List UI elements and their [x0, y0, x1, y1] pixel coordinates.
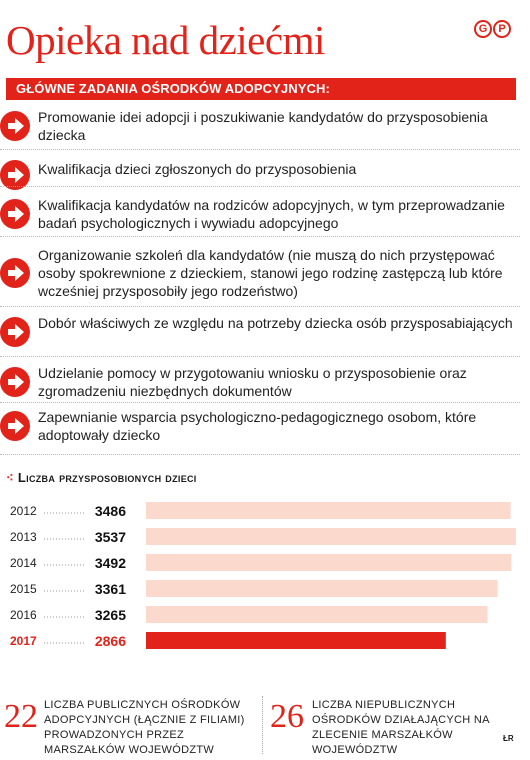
- task-text: Kwalifikacja kandydatów na rodziców adopcyjnych, w tym przeprowadzanie badań psychologicznych i wywiadu adopcyjnego: [38, 197, 505, 231]
- tasks-banner: GŁÓWNE ZADANIA OŚRODKÓW ADOPCYJNYCH:: [6, 78, 516, 100]
- chart-heading: [6, 470, 197, 486]
- stat-private-value: 26: [270, 698, 304, 735]
- page-title: Opieka nad dziećmi: [6, 17, 325, 63]
- year-tick-label: 2015: [10, 582, 37, 596]
- logo-letter-p: P: [493, 20, 511, 38]
- year-tick-label: 2012: [10, 504, 37, 518]
- task-text: Zapewnianie wsparcia psychologiczno-pedagogicznego osobom, które adoptowały dziecko: [38, 409, 477, 443]
- year-tick-label: 2013: [10, 530, 37, 544]
- logo-letter-g: G: [474, 20, 492, 38]
- bar-value-label: 3492: [94, 555, 126, 571]
- stat-private-text: LICZBA NIEPUBLICZNYCH OŚRODKÓW DZIAŁAJĄCYCH NA ZLECENIE MARSZAŁKÓW WOJEWÓDZTW: [312, 699, 490, 756]
- task-separator: [0, 149, 520, 150]
- task-separator: [0, 356, 520, 357]
- author-credit: ŁR: [503, 734, 514, 743]
- stat-public-value: 22: [4, 698, 38, 735]
- bar-2012: [146, 502, 511, 519]
- task-text: Promowanie idei adopcji i poszukiwanie kandydatów do przysposobienia dziecka: [38, 109, 488, 143]
- bar-value-label: 3486: [94, 503, 126, 519]
- bar-value-label: 3265: [94, 607, 126, 623]
- task-separator: [0, 186, 520, 187]
- task-text: Organizowanie szkoleń dla kandydatów (nie muszą do nich przystępować osoby spokrewnione z dzieckiem, stanowi jego rodzinę zastępczą lub które wcześniej przysposobiły jego rodzeństwo): [38, 247, 503, 299]
- adoptions-bar-chart: [0, 490, 530, 666]
- bar-2015: [146, 580, 498, 597]
- bar-2013: [146, 528, 516, 545]
- arrow-right-circle-icon: [0, 411, 30, 441]
- bar-value-label: 2866: [94, 633, 126, 649]
- arrow-right-circle-icon: [0, 111, 30, 141]
- publisher-logo: [474, 20, 514, 40]
- arrow-right-circle-icon: [0, 258, 30, 288]
- year-tick-label: 2016: [10, 608, 37, 622]
- task-text: Kwalifikacja dzieci zgłoszonych do przysposobienia: [38, 161, 357, 177]
- task-text: Udzielanie pomocy w przygotowaniu wniosku o przysposobienie oraz zgromadzeniu niezbędnych dokumentów: [38, 365, 467, 399]
- task-separator: [0, 236, 520, 237]
- bar-2017: [146, 632, 446, 649]
- task-separator: [0, 402, 520, 403]
- arrow-right-circle-icon: [0, 367, 30, 397]
- arrow-right-circle-icon: [0, 199, 30, 229]
- bar-2016: [146, 606, 488, 623]
- bar-value-label: 3537: [94, 529, 126, 545]
- task-separator: [0, 306, 520, 307]
- task-separator: [0, 454, 520, 455]
- year-tick-label: 2017: [10, 634, 37, 648]
- dots-icon: ⁖: [6, 470, 14, 485]
- year-tick-label: 2014: [10, 556, 37, 570]
- task-text: Dobór właściwych ze względu na potrzeby dziecka osób przysposabiających: [38, 315, 513, 331]
- stats-divider: [262, 696, 263, 754]
- stat-public-text: LICZBA PUBLICZNYCH OŚRODKÓW ADOPCYJNYCH (ŁĄCZNIE Z FILIAMI) PROWADZONYCH PRZEZ MARSZAŁKÓW WOJEWÓDZTW: [44, 699, 245, 756]
- bar-value-label: 3361: [94, 581, 126, 597]
- bar-2014: [146, 554, 511, 571]
- arrow-right-circle-icon: [0, 317, 30, 347]
- chart-title: Liczba przysposobionych dzieci: [17, 470, 197, 485]
